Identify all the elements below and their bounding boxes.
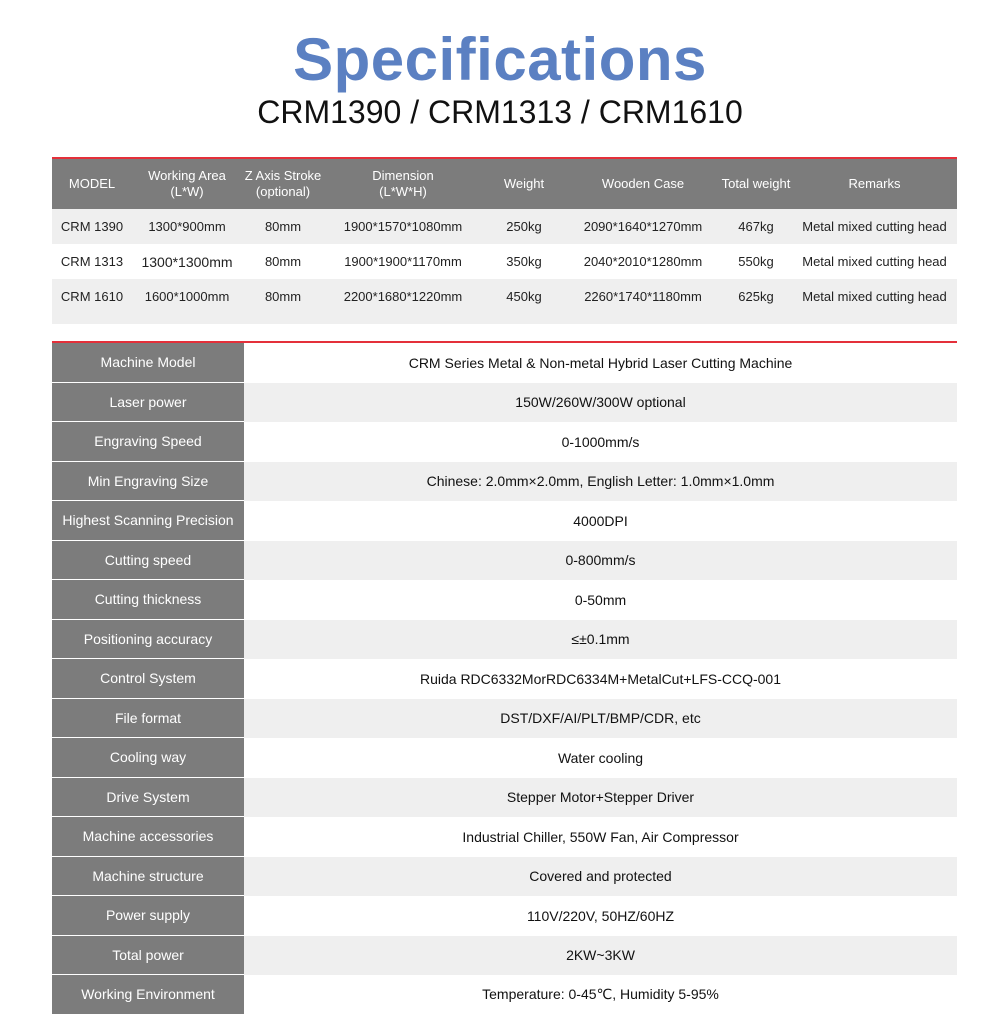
- header-remarks: Remarks: [848, 176, 901, 191]
- cell-remarks: Metal mixed cutting head: [802, 254, 947, 269]
- spec-value: 4000DPI: [244, 501, 957, 541]
- header-wooden-case: Wooden Case: [601, 176, 685, 191]
- cell-working-area: 1300*900mm: [148, 219, 226, 234]
- table-row: [52, 244, 957, 279]
- spec-label: Total power: [52, 936, 244, 976]
- cell-model: CRM 1390: [60, 219, 124, 234]
- spec-label: Working Environment: [52, 975, 244, 1015]
- spec-label: Cooling way: [52, 738, 244, 778]
- model-table: [52, 157, 957, 324]
- cell-model: CRM 1610: [60, 289, 124, 304]
- table-footer-spacer: [52, 314, 957, 324]
- spec-row-laser-power: [52, 383, 957, 423]
- spec-row-control-system: [52, 659, 957, 699]
- model-table-header: [52, 159, 957, 209]
- spec-row-machine-model: [52, 343, 957, 383]
- cell-total-weight: 550kg: [738, 254, 774, 269]
- spec-label: Laser power: [52, 383, 244, 423]
- spec-row-positioning-accuracy: [52, 620, 957, 660]
- spec-label: Machine Model: [52, 343, 244, 383]
- spec-label: Engraving Speed: [52, 422, 244, 462]
- spec-label: Power supply: [52, 896, 244, 936]
- spec-label: Cutting thickness: [52, 580, 244, 620]
- spec-table: [52, 341, 957, 1015]
- cell-model: CRM 1313: [60, 254, 124, 269]
- spec-label: Drive System: [52, 778, 244, 818]
- header-working-area: Working Area (L*W): [148, 168, 226, 199]
- spec-row-power-supply: [52, 896, 957, 936]
- spec-value: CRM Series Metal & Non-metal Hybrid Laser Cutting Machine: [244, 343, 957, 383]
- spec-value: 110V/220V, 50HZ/60HZ: [244, 896, 957, 936]
- cell-total-weight: 625kg: [738, 289, 774, 304]
- cell-z-axis-stroke: 80mm: [264, 289, 302, 304]
- cell-dimension: 2200*1680*1220mm: [343, 289, 463, 304]
- cell-dimension: 1900*1570*1080mm: [343, 219, 463, 234]
- spec-row-cutting-speed: [52, 541, 957, 581]
- spec-value: Temperature: 0-45℃, Humidity 5-95%: [244, 975, 957, 1015]
- spec-value: Water cooling: [244, 738, 957, 778]
- cell-working-area: 1300*1300mm: [141, 253, 233, 270]
- cell-dimension: 1900*1900*1170mm: [344, 254, 462, 269]
- spec-value: DST/DXF/AI/PLT/BMP/CDR, etc: [244, 699, 957, 739]
- spec-row-machine-structure: [52, 857, 957, 897]
- spec-label: Machine accessories: [52, 817, 244, 857]
- spec-row-cooling-way: [52, 738, 957, 778]
- spec-value: 0-1000mm/s: [244, 422, 957, 462]
- table-row: [52, 279, 957, 314]
- spec-label: Highest Scanning Precision: [52, 501, 244, 541]
- header-z-axis-stroke: Z Axis Stroke (optional): [244, 168, 322, 199]
- spec-label: Positioning accuracy: [52, 620, 244, 660]
- cell-z-axis-stroke: 80mm: [264, 219, 302, 234]
- cell-weight: 350kg: [506, 254, 542, 269]
- header-dimension: Dimension (L*W*H): [372, 168, 434, 199]
- header-model: MODEL: [68, 176, 116, 191]
- table-row: [52, 209, 957, 244]
- cell-remarks: Metal mixed cutting head: [802, 219, 947, 234]
- cell-wooden-case: 2260*1740*1180mm: [584, 289, 702, 304]
- spec-row-machine-accessories: [52, 817, 957, 857]
- cell-weight: 450kg: [506, 289, 542, 304]
- spec-value: Chinese: 2.0mm×2.0mm, English Letter: 1.0mm×1.0mm: [244, 462, 957, 502]
- spec-label: File format: [52, 699, 244, 739]
- spec-row-min-engraving-size: [52, 462, 957, 502]
- spec-row-file-format: [52, 699, 957, 739]
- spec-value: Covered and protected: [244, 857, 957, 897]
- spec-row-drive-system: [52, 778, 957, 818]
- spec-value: 0-800mm/s: [244, 541, 957, 581]
- spec-value: 150W/260W/300W optional: [244, 383, 957, 423]
- spec-value: 2KW~3KW: [244, 936, 957, 976]
- header-total-weight: Total weight: [721, 176, 791, 191]
- spec-label: Machine structure: [52, 857, 244, 897]
- cell-z-axis-stroke: 80mm: [264, 254, 302, 269]
- cell-wooden-case: 2090*1640*1270mm: [583, 219, 703, 234]
- page-subtitle: CRM1390 / CRM1313 / CRM1610: [257, 94, 743, 130]
- spec-label: Control System: [52, 659, 244, 699]
- spec-row-highest-scanning-precision: [52, 501, 957, 541]
- spec-row-engraving-speed: [52, 422, 957, 462]
- spec-row-total-power: [52, 936, 957, 976]
- header-weight: Weight: [503, 176, 545, 191]
- spec-value: Ruida RDC6332MorRDC6334M+MetalCut+LFS-CCQ-001: [244, 659, 957, 699]
- spec-value: 0-50mm: [244, 580, 957, 620]
- cell-working-area: 1600*1000mm: [144, 289, 230, 304]
- spec-label: Min Engraving Size: [52, 462, 244, 502]
- spec-label: Cutting speed: [52, 541, 244, 581]
- cell-weight: 250kg: [506, 219, 542, 234]
- spec-value: Industrial Chiller, 550W Fan, Air Compressor: [244, 817, 957, 857]
- spec-row-cutting-thickness: [52, 580, 957, 620]
- spec-row-working-environment: [52, 975, 957, 1015]
- cell-wooden-case: 2040*2010*1280mm: [583, 254, 703, 269]
- page-title: Specifications: [293, 26, 707, 93]
- spec-value: ≤±0.1mm: [244, 620, 957, 660]
- cell-remarks: Metal mixed cutting head: [802, 289, 947, 304]
- spec-value: Stepper Motor+Stepper Driver: [244, 778, 957, 818]
- cell-total-weight: 467kg: [738, 219, 774, 234]
